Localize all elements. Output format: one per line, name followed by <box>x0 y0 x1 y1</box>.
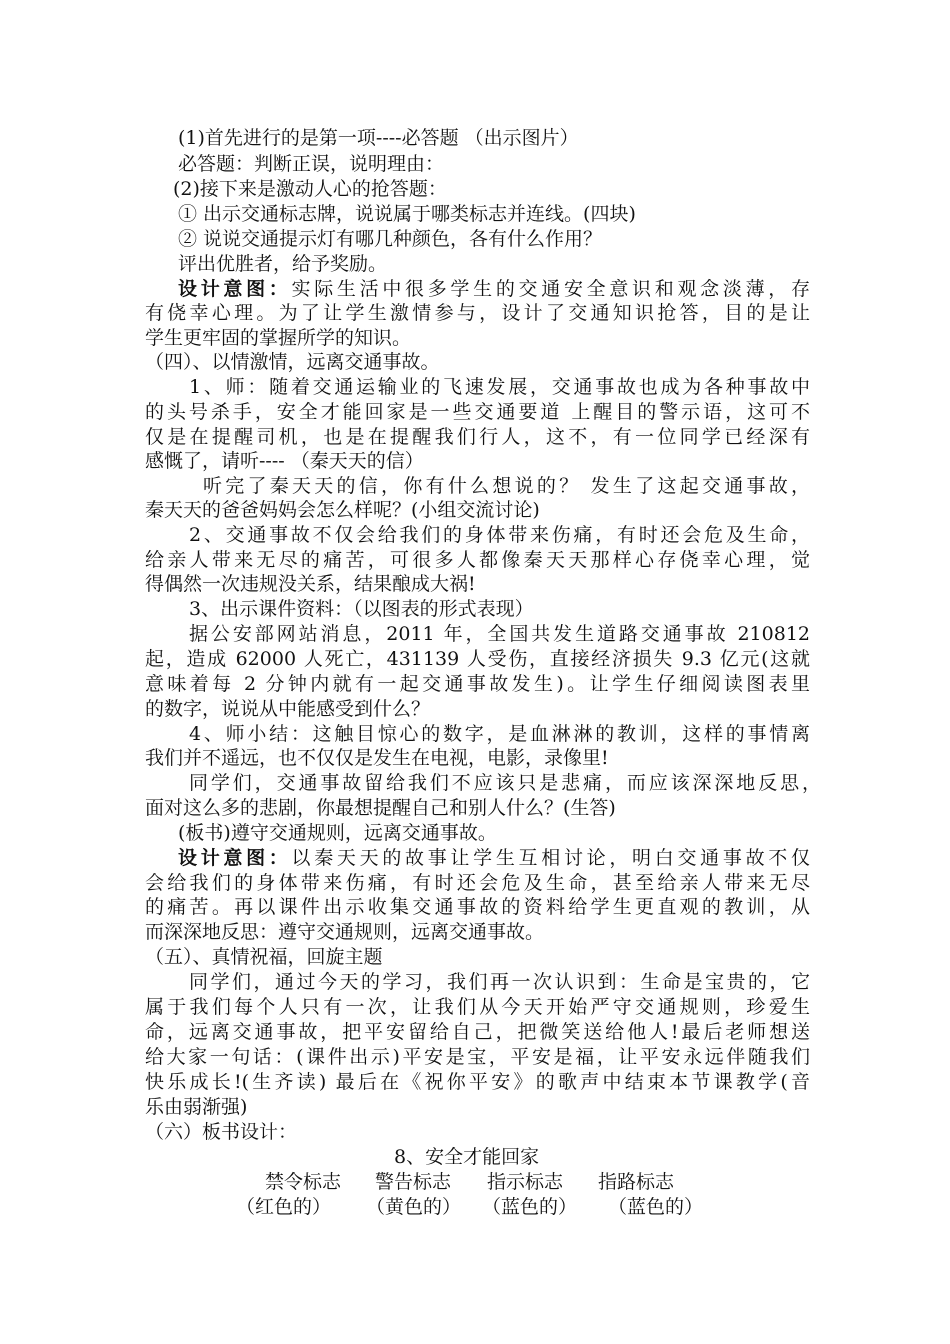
text-line: 乐由弱渐强) <box>145 1096 248 1118</box>
section-heading: （五）、真情祝福，回旋主题 <box>145 946 383 968</box>
text-line: ① 出示交通标志牌，说说属于哪类标志并连线。(四块) <box>178 203 636 225</box>
text-line: 的痛苦。再以课件出示收集交通事故的资料给学生更直观的教训，从 <box>145 896 810 918</box>
text-line: 的头号杀手，安全才能回家是一些交通要道 上醒目的警示语，这可不 <box>145 401 810 423</box>
text-line: 1、师：随着交通运输业的飞速发展，交通事故也成为各种事故中 <box>189 376 810 398</box>
text-line: 学生更牢固的掌握所学的知识。 <box>145 327 412 349</box>
text-line: 3、出示课件资料：（以图表的形式表现） <box>189 598 534 620</box>
text-line: 4、师小结：这触目惊心的数字，是血淋淋的教训，这样的事情离 <box>189 723 810 745</box>
design-intent-label: 设计意图： <box>178 847 292 869</box>
text-line: 听完了秦天天的信，你有什么想说的？ 发生了这起交通事故， <box>203 475 810 497</box>
text-line: 意味着每 2 分钟内就有一起交通事故发生)。让学生仔细阅读图表里 <box>145 673 810 695</box>
text-line: 面对这么多的悲剧，你最想提醒自己和别人什么？(生答) <box>145 797 616 819</box>
text-line: 命，远离交通事故，把平安留给自己，把微笑送给他人!最后老师想送 <box>145 1021 810 1043</box>
board-color-label: （蓝色的） <box>482 1196 578 1218</box>
design-intent-label: 设计意图： <box>178 278 292 300</box>
text-line: 仅是在提醒司机，也是在提醒我们行人，这不，有一位同学已经深有 <box>145 426 810 448</box>
board-title: 8、安全才能回家 <box>394 1146 540 1168</box>
board-sign-label: 指路标志 <box>598 1171 675 1193</box>
board-color-label: （蓝色的） <box>608 1196 704 1218</box>
text-line: 必答题：判断正误，说明理由： <box>178 153 445 175</box>
section-heading: （四）、以情激情，远离交通事故。 <box>145 351 440 373</box>
board-sign-label: 禁令标志 <box>265 1171 342 1193</box>
design-intent-paragraph <box>145 277 810 301</box>
text-line: 的数字，说说从中能感受到什么？ <box>145 698 431 720</box>
board-sign-label: 指示标志 <box>487 1171 564 1193</box>
text-line: 感慨了，请听---- （秦天天的信） <box>145 450 424 472</box>
text-line: 快乐成长!(生齐读) 最后在《祝你平安》的歌声中结束本节课教学(音 <box>145 1071 810 1093</box>
text-line: 会给我们的身体带来伤痛，有时还会危及生命，甚至给亲人带来无尽 <box>145 872 810 894</box>
text-line: 有侥幸心理。为了让学生激情参与，设计了交通知识抢答，目的是让 <box>145 302 810 324</box>
section-heading: （六）板书设计： <box>145 1121 298 1143</box>
text-line: 起，造成 62000 人死亡，431139 人受伤，直接经济损失 9.3 亿元(这就 <box>145 648 810 670</box>
text-line: 评出优胜者，给予奖励。 <box>178 253 388 275</box>
text-line: 2、交通事故不仅会给我们的身体带来伤痛，有时还会危及生命， <box>189 524 810 546</box>
board-color-label: （黄色的） <box>366 1196 462 1218</box>
design-intent-paragraph <box>145 846 810 870</box>
text-line: 属于我们每个人只有一次，让我们从今天开始严守交通规则，珍爱生 <box>145 996 810 1018</box>
text-line: 给大家一句话：(课件出示)平安是宝，平安是福，让平安永远伴随我们 <box>145 1046 810 1068</box>
text-line: 以秦天天的故事让学生互相讨论，明白交通事故不仅 <box>291 847 810 869</box>
text-line: (1)首先进行的是第一项----必答题 （出示图片） <box>178 127 579 149</box>
board-color-label: （红色的） <box>236 1196 332 1218</box>
text-line: 我们并不遥远，也不仅仅是发生在电视，电影，录像里! <box>145 747 609 769</box>
text-line: 同学们，通过今天的学习，我们再一次认识到：生命是宝贵的，它 <box>189 971 810 993</box>
text-line: 同学们，交通事故留给我们不应该只是悲痛，而应该深深地反思， <box>189 772 821 794</box>
text-line: 秦天天的爸爸妈妈会怎么样呢？(小组交流讨论) <box>145 499 540 521</box>
text-line: 实际生活中很多学生的交通安全意识和观念淡薄，存 <box>291 278 810 300</box>
text-line: 据公安部网站消息，2011 年，全国共发生道路交通事故 210812 <box>189 623 810 645</box>
text-line: ② 说说交通提示灯有哪几种颜色，各有什么作用？ <box>178 228 603 250</box>
text-line: (2)接下来是激动人心的抢答题： <box>173 178 447 200</box>
text-line: (板书)遵守交通规则，远离交通事故。 <box>178 822 497 844</box>
board-sign-label: 警告标志 <box>375 1171 452 1193</box>
text-line: 得偶然一次违规没关系，结果酿成大祸! <box>145 573 476 595</box>
text-line: 而深深地反思：遵守交通规则，远离交通事故。 <box>145 921 545 943</box>
text-line: 给亲人带来无尽的痛苦，可很多人都像秦天天那样心存侥幸心理，觉 <box>145 549 810 571</box>
